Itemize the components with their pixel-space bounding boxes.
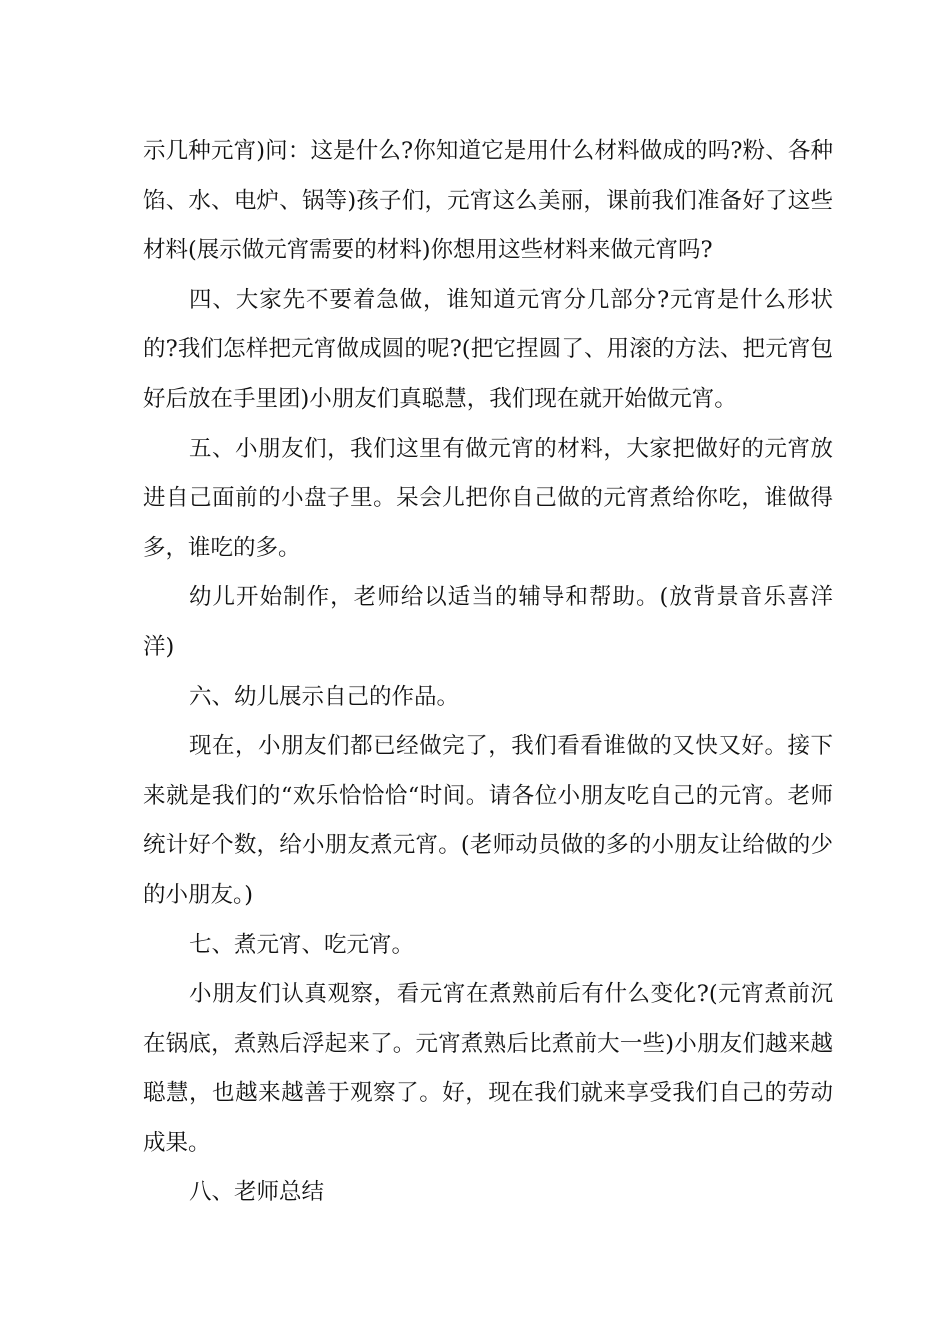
document-body	[143, 127, 833, 1218]
paragraph-observation: 小朋友们认真观察，看元宵在煮熟前后有什么变化?(元宵煮前沉在锅底，煮熟后浮起来了。元宵煮熟后比煮前大一些)小朋友们越来越聪慧，也越来越善于观察了。好，现在我们就来享受我们自己的劳动成果。	[143, 981, 833, 1156]
paragraph-continuation: 示几种元宵)问：这是什么?你知道它是用什么材料做成的吗?粉、各种馅、水、电炉、锅等)孩子们，元宵这么美丽，课前我们准备好了这些材料(展示做元宵需要的材料)你想用这些材料来做元宵吗?	[143, 138, 833, 264]
paragraph-step-eight: 八、老师总结	[189, 1179, 325, 1206]
paragraph-children-making: 幼儿开始制作，老师给以适当的辅导和帮助。(放背景音乐喜洋洋)	[143, 584, 833, 660]
paragraph-step-five: 五、小朋友们，我们这里有做元宵的材料，大家把做好的元宵放进自己面前的小盘子里。呆会儿把你自己做的元宵煮给你吃，谁做得多，谁吃的多。	[143, 435, 833, 561]
paragraph-step-seven: 七、煮元宵、吃元宵。	[189, 931, 415, 958]
paragraph-step-four: 四、大家先不要着急做，谁知道元宵分几部分?元宵是什么形状的?我们怎样把元宵做成圆的呢?(把它捏圆了、用滚的方法、把元宵包好后放在手里团)小朋友们真聪慧，我们现在就开始做元宵。	[143, 286, 833, 412]
paragraph-step-six: 六、幼儿展示自己的作品。	[189, 683, 460, 710]
paragraph-sharing-time: 现在，小朋友们都已经做完了，我们看看谁做的又快又好。接下来就是我们的“欢乐恰恰恰“时间。请各位小朋友吃自己的元宵。老师统计好个数，给小朋友煮元宵。(老师动员做的多的小朋友让给做的少的小朋友。)	[143, 733, 833, 908]
